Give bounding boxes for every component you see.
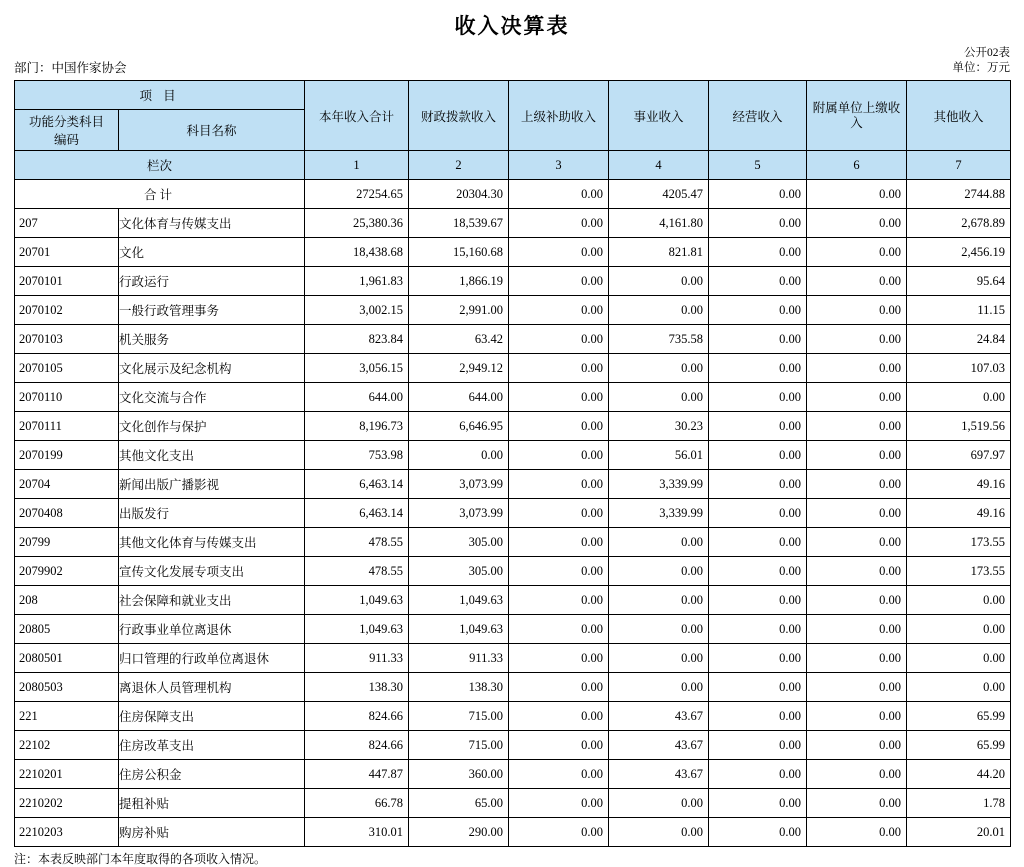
revenue-table [14,80,1011,847]
row-value-1: 824.66 [305,731,409,760]
header-col-code-line2: 编码 [53,133,79,147]
row-code: 2210203 [15,818,119,847]
row-value-2: 63.42 [409,325,509,354]
row-value-6: 0.00 [807,818,907,847]
row-name: 购房补贴 [119,818,305,847]
row-value-2: 290.00 [409,818,509,847]
row-value-7: 65.99 [907,731,1011,760]
row-value-5: 0.00 [709,354,807,383]
table-row [15,325,1011,354]
row-value-7: 697.97 [907,441,1011,470]
table-row [15,789,1011,818]
row-value-1: 823.84 [305,325,409,354]
row-value-3: 0.00 [509,615,609,644]
header-col-other: 其他收入 [907,81,1011,151]
row-value-4: 0.00 [609,267,709,296]
row-value-3: 0.00 [509,354,609,383]
row-value-5: 0.00 [709,760,807,789]
row-value-4: 30.23 [609,412,709,441]
table-row [15,528,1011,557]
row-value-5: 0.00 [709,470,807,499]
row-name: 其他文化体育与传媒支出 [119,528,305,557]
row-value-4: 43.67 [609,702,709,731]
table-row [15,702,1011,731]
table-row [15,238,1011,267]
row-value-1: 1,961.83 [305,267,409,296]
row-value-6: 0.00 [807,702,907,731]
row-value-1: 138.30 [305,673,409,702]
row-value-1: 644.00 [305,383,409,412]
row-value-1: 1,049.63 [305,615,409,644]
row-value-4: 0.00 [609,296,709,325]
row-name: 提租补贴 [119,789,305,818]
row-value-2: 0.00 [409,441,509,470]
row-name: 社会保障和就业支出 [119,586,305,615]
row-value-5: 0.00 [709,557,807,586]
table-row [15,383,1011,412]
row-code: 2070103 [15,325,119,354]
row-value-2: 6,646.95 [409,412,509,441]
row-code: 20704 [15,470,119,499]
row-value-3: 0.00 [509,673,609,702]
row-name: 文化体育与传媒支出 [119,209,305,238]
table-row [15,441,1011,470]
row-value-1: 753.98 [305,441,409,470]
table-body [15,180,1011,847]
row-value-7: 11.15 [907,296,1011,325]
row-code: 2070101 [15,267,119,296]
row-value-7: 65.99 [907,702,1011,731]
row-code: 2079902 [15,557,119,586]
table-row [15,267,1011,296]
row-value-4: 0.00 [609,789,709,818]
form-meta [953,46,1011,76]
row-value-5: 0.00 [709,296,807,325]
lanci-3: 3 [509,151,609,180]
row-value-4: 56.01 [609,441,709,470]
row-value-4: 821.81 [609,238,709,267]
row-value-5: 0.00 [709,238,807,267]
header-col-fiscal: 财政拨款收入 [409,81,509,151]
row-value-4: 43.67 [609,760,709,789]
row-value-1: 911.33 [305,644,409,673]
row-code: 20805 [15,615,119,644]
row-code: 2070110 [15,383,119,412]
row-name: 文化创作与保护 [119,412,305,441]
table-row [15,499,1011,528]
row-value-6: 0.00 [807,528,907,557]
row-code: 207 [15,209,119,238]
row-value-2: 1,049.63 [409,615,509,644]
row-value-5: 0.00 [709,673,807,702]
row-value-7: 24.84 [907,325,1011,354]
row-value-4: 0.00 [609,383,709,412]
row-value-4: 0.00 [609,673,709,702]
row-name: 行政运行 [119,267,305,296]
row-value-5: 0.00 [709,441,807,470]
row-value-4: 0.00 [609,354,709,383]
row-value-3: 0.00 [509,789,609,818]
row-code: 2070408 [15,499,119,528]
table-row [15,412,1011,441]
row-value-2: 65.00 [409,789,509,818]
row-value-4: 3,339.99 [609,470,709,499]
row-value-3: 0.00 [509,731,609,760]
table-row-total [15,180,1011,209]
row-code: 20799 [15,528,119,557]
row-value-6: 0.00 [807,731,907,760]
department-label: 部门：中国作家协会 [14,61,127,75]
row-name: 宣传文化发展专项支出 [119,557,305,586]
row-value-1: 18,438.68 [305,238,409,267]
row-value-2: 911.33 [409,644,509,673]
row-value-4: 0.00 [609,644,709,673]
total-value-1: 27254.65 [305,180,409,209]
unit-label: 单位：万元 [952,62,1010,74]
row-value-1: 8,196.73 [305,412,409,441]
header-col-code-line1: 功能分类科目 [28,115,104,129]
total-value-4: 4205.47 [609,180,709,209]
row-value-1: 478.55 [305,557,409,586]
row-value-2: 18,539.67 [409,209,509,238]
header-col-name: 科目名称 [119,110,305,151]
row-value-5: 0.00 [709,412,807,441]
lanci-4: 4 [609,151,709,180]
row-value-2: 2,991.00 [409,296,509,325]
row-value-4: 735.58 [609,325,709,354]
row-value-3: 0.00 [509,296,609,325]
row-value-3: 0.00 [509,818,609,847]
row-value-6: 0.00 [807,586,907,615]
row-value-4: 0.00 [609,528,709,557]
row-value-3: 0.00 [509,209,609,238]
lanci-7: 7 [907,151,1011,180]
row-value-1: 3,056.15 [305,354,409,383]
row-code: 2070102 [15,296,119,325]
row-value-2: 715.00 [409,702,509,731]
row-value-7: 173.55 [907,557,1011,586]
header-col-subordinate-remittance: 附属单位上缴收入 [807,81,907,151]
row-value-3: 0.00 [509,557,609,586]
row-value-1: 3,002.15 [305,296,409,325]
row-code: 221 [15,702,119,731]
row-code: 2210201 [15,760,119,789]
row-value-7: 173.55 [907,528,1011,557]
row-value-7: 95.64 [907,267,1011,296]
table-row [15,586,1011,615]
row-value-6: 0.00 [807,499,907,528]
row-code: 22102 [15,731,119,760]
row-value-3: 0.00 [509,267,609,296]
row-value-4: 3,339.99 [609,499,709,528]
row-value-1: 6,463.14 [305,499,409,528]
row-value-7: 0.00 [907,615,1011,644]
row-value-2: 1,049.63 [409,586,509,615]
row-value-1: 6,463.14 [305,470,409,499]
row-value-7: 1.78 [907,789,1011,818]
row-value-6: 0.00 [807,325,907,354]
header-col-total: 本年收入合计 [305,81,409,151]
table-row [15,818,1011,847]
table-row [15,470,1011,499]
row-value-5: 0.00 [709,644,807,673]
table-row [15,731,1011,760]
row-value-6: 0.00 [807,615,907,644]
row-name: 离退休人员管理机构 [119,673,305,702]
row-code: 2210202 [15,789,119,818]
row-value-5: 0.00 [709,818,807,847]
row-value-2: 1,866.19 [409,267,509,296]
table-row [15,644,1011,673]
row-value-5: 0.00 [709,702,807,731]
row-value-4: 4,161.80 [609,209,709,238]
table-row [15,615,1011,644]
row-value-6: 0.00 [807,296,907,325]
row-value-7: 0.00 [907,586,1011,615]
row-value-3: 0.00 [509,238,609,267]
row-value-3: 0.00 [509,470,609,499]
row-value-3: 0.00 [509,644,609,673]
total-value-3: 0.00 [509,180,609,209]
lanci-label: 栏次 [15,151,305,180]
row-value-7: 49.16 [907,499,1011,528]
row-value-1: 1,049.63 [305,586,409,615]
row-value-5: 0.00 [709,325,807,354]
table-row [15,354,1011,383]
row-name: 文化 [119,238,305,267]
row-code: 2080501 [15,644,119,673]
row-value-3: 0.00 [509,383,609,412]
row-name: 一般行政管理事务 [119,296,305,325]
row-name: 归口管理的行政单位离退休 [119,644,305,673]
row-value-1: 310.01 [305,818,409,847]
row-value-6: 0.00 [807,383,907,412]
row-value-1: 25,380.36 [305,209,409,238]
row-name: 住房公积金 [119,760,305,789]
row-name: 文化展示及纪念机构 [119,354,305,383]
row-value-2: 2,949.12 [409,354,509,383]
row-value-6: 0.00 [807,412,907,441]
total-value-6: 0.00 [807,180,907,209]
row-value-2: 3,073.99 [409,470,509,499]
row-value-7: 2,678.89 [907,209,1011,238]
total-value-7: 2744.88 [907,180,1011,209]
table-row [15,209,1011,238]
header-col-operating-institution: 事业收入 [609,81,709,151]
row-value-5: 0.00 [709,499,807,528]
row-value-1: 66.78 [305,789,409,818]
row-value-3: 0.00 [509,702,609,731]
row-value-2: 138.30 [409,673,509,702]
header-col-superior-subsidy: 上级补助收入 [509,81,609,151]
row-value-5: 0.00 [709,586,807,615]
table-row [15,557,1011,586]
row-value-6: 0.00 [807,209,907,238]
row-value-5: 0.00 [709,383,807,412]
row-value-5: 0.00 [709,209,807,238]
row-value-5: 0.00 [709,267,807,296]
row-value-3: 0.00 [509,499,609,528]
row-name: 其他文化支出 [119,441,305,470]
row-value-7: 107.03 [907,354,1011,383]
row-value-7: 44.20 [907,760,1011,789]
row-value-4: 0.00 [609,557,709,586]
row-value-7: 2,456.19 [907,238,1011,267]
row-value-5: 0.00 [709,615,807,644]
row-name: 出版发行 [119,499,305,528]
row-value-3: 0.00 [509,325,609,354]
row-value-4: 0.00 [609,818,709,847]
row-code: 2070111 [15,412,119,441]
header-col-code [15,110,119,151]
table-row [15,296,1011,325]
row-value-4: 0.00 [609,615,709,644]
row-value-6: 0.00 [807,557,907,586]
row-name: 行政事业单位离退休 [119,615,305,644]
row-value-3: 0.00 [509,412,609,441]
row-value-2: 715.00 [409,731,509,760]
header-row-lanci [15,151,1011,180]
row-value-4: 0.00 [609,586,709,615]
row-value-1: 478.55 [305,528,409,557]
row-value-7: 1,519.56 [907,412,1011,441]
row-value-5: 0.00 [709,731,807,760]
row-value-5: 0.00 [709,528,807,557]
row-value-7: 49.16 [907,470,1011,499]
row-name: 文化交流与合作 [119,383,305,412]
row-value-6: 0.00 [807,267,907,296]
total-value-2: 20304.30 [409,180,509,209]
row-value-7: 0.00 [907,383,1011,412]
row-value-6: 0.00 [807,789,907,818]
lanci-5: 5 [709,151,807,180]
table-note: 注：本表反映部门本年度取得的各项收入情况。 [14,852,267,866]
row-value-3: 0.00 [509,528,609,557]
row-value-3: 0.00 [509,760,609,789]
row-value-6: 0.00 [807,441,907,470]
row-value-7: 0.00 [907,673,1011,702]
page-title: 收入决算表 [454,14,570,38]
row-name: 住房改革支出 [119,731,305,760]
total-value-5: 0.00 [709,180,807,209]
lanci-1: 1 [305,151,409,180]
row-name: 住房保障支出 [119,702,305,731]
form-number: 公开02表 [964,47,1010,59]
row-code: 2080503 [15,673,119,702]
row-value-2: 15,160.68 [409,238,509,267]
header-item-group: 项 目 [15,81,305,110]
table-row [15,760,1011,789]
meta-row [14,46,1010,80]
row-value-7: 0.00 [907,644,1011,673]
row-value-3: 0.00 [509,586,609,615]
row-value-2: 305.00 [409,557,509,586]
row-value-2: 360.00 [409,760,509,789]
row-value-2: 644.00 [409,383,509,412]
row-value-6: 0.00 [807,673,907,702]
row-name: 机关服务 [119,325,305,354]
row-value-6: 0.00 [807,470,907,499]
row-value-6: 0.00 [807,760,907,789]
row-code: 20701 [15,238,119,267]
header-col-business: 经营收入 [709,81,807,151]
table-row [15,673,1011,702]
row-value-6: 0.00 [807,354,907,383]
row-value-3: 0.00 [509,441,609,470]
row-value-1: 824.66 [305,702,409,731]
row-value-6: 0.00 [807,644,907,673]
row-value-6: 0.00 [807,238,907,267]
row-name: 新闻出版广播影视 [119,470,305,499]
row-value-2: 3,073.99 [409,499,509,528]
row-value-5: 0.00 [709,789,807,818]
lanci-6: 6 [807,151,907,180]
row-value-7: 20.01 [907,818,1011,847]
row-value-2: 305.00 [409,528,509,557]
header-row-1 [15,81,1011,110]
row-value-1: 447.87 [305,760,409,789]
row-code: 2070199 [15,441,119,470]
lanci-2: 2 [409,151,509,180]
row-code: 208 [15,586,119,615]
row-value-4: 43.67 [609,731,709,760]
table-header [15,81,1011,180]
row-code: 2070105 [15,354,119,383]
total-label: 合计 [15,180,305,209]
